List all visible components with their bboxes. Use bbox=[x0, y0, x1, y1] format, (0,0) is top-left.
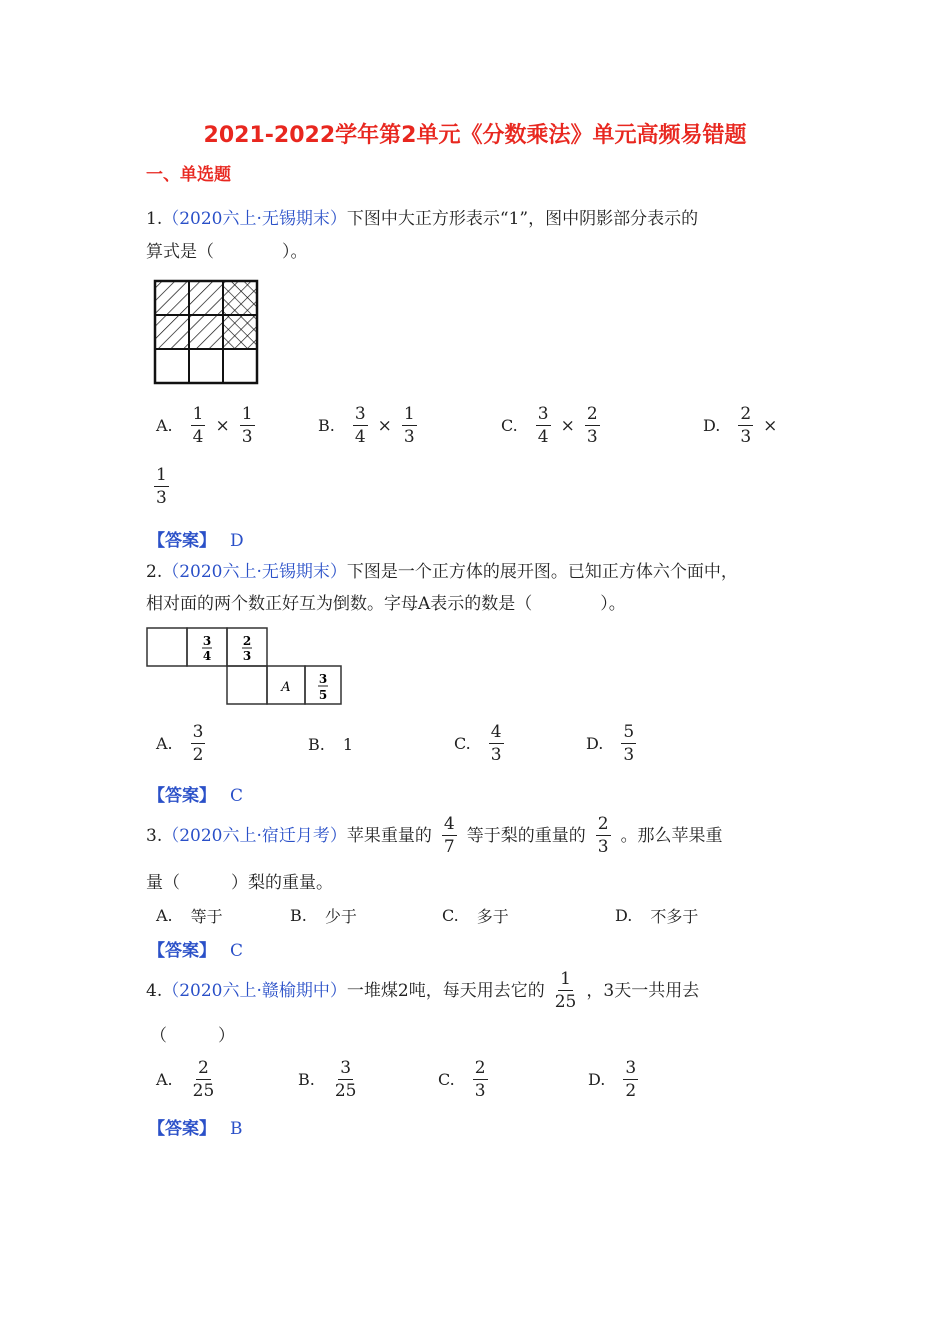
q2-number: 2. bbox=[146, 562, 163, 582]
q4-option-b[interactable]: B. $\frac{3}{25}$ bbox=[298, 1058, 357, 1101]
q3-option-d[interactable]: D. 不多于 bbox=[615, 906, 699, 926]
q2-text2: 相对面的两个数正好互为倒数。字母A表示的数是（ ）。 bbox=[146, 594, 626, 614]
q1-option-c[interactable]: C. $\frac{3}{4}$ × $\frac{2}{3}$ bbox=[501, 404, 598, 447]
q2-option-c[interactable]: C. $\frac{4}{3}$ bbox=[454, 722, 502, 765]
q1-option-d[interactable]: D. $\frac{2}{3}$ × bbox=[703, 404, 778, 447]
net-face1-numerator: 3 bbox=[202, 634, 212, 648]
q4-line1: 4. （2020六上·赣榆期中） 一堆煤2吨，每天用去它的 $\frac{1}{25}$ ，3天一共用去 bbox=[146, 969, 700, 1012]
q4-option-c[interactable]: C. $\frac{2}{3}$ bbox=[438, 1058, 486, 1101]
q1-text2: 算式是（ ）。 bbox=[146, 242, 308, 262]
net-face3-numerator: 3 bbox=[318, 672, 328, 686]
q1-option-a[interactable]: A. $\frac{1}{4}$ × $\frac{1}{3}$ bbox=[156, 404, 253, 447]
q4-option-a[interactable]: A. $\frac{2}{25}$ bbox=[156, 1058, 215, 1101]
q4-text3: （ ） bbox=[150, 1026, 235, 1046]
q3-number: 3. bbox=[146, 825, 163, 846]
q1-option-d-cont: $\frac{1}{3}$ bbox=[156, 465, 167, 508]
q1-line1 bbox=[146, 203, 698, 235]
q4-source: （2020六上·赣榆期中） bbox=[162, 980, 347, 1001]
cube-net-figure bbox=[144, 625, 344, 709]
q2-option-d[interactable]: D. $\frac{5}{3}$ bbox=[586, 722, 635, 765]
q2-answer: 【答案】 C bbox=[148, 786, 244, 806]
net-face2-denominator: 3 bbox=[242, 649, 252, 663]
q3-option-c[interactable]: C. 多于 bbox=[442, 906, 509, 926]
net-letter-a: A bbox=[281, 680, 291, 695]
q2-option-b[interactable]: B. 1 bbox=[308, 735, 354, 754]
q1-square-figure bbox=[152, 278, 262, 386]
q2-line1 bbox=[146, 556, 738, 588]
net-face2-numerator: 2 bbox=[242, 634, 252, 648]
q3-line1: 3. （2020六上·宿迁月考） 苹果重量的 $\frac{4}{7}$ 等于梨的重量的 $\frac{2}{3}$ 。那么苹果重 bbox=[146, 814, 723, 857]
q3-text4: 量（ ）梨的重量。 bbox=[146, 873, 333, 893]
q2-source: （2020六上·无锡期末） bbox=[162, 562, 347, 582]
section-heading: 一、单选题 bbox=[146, 165, 231, 185]
q2-text1: 下图是一个正方体的展开图。已知正方体六个面中， bbox=[346, 562, 738, 582]
q3-answer: 【答案】 C bbox=[148, 941, 244, 961]
q1-answer: 【答案】 D bbox=[148, 531, 244, 551]
q4-option-d[interactable]: D. $\frac{3}{2}$ bbox=[588, 1058, 637, 1101]
q1-number: 1. bbox=[146, 209, 163, 229]
q4-number: 4. bbox=[146, 980, 163, 1001]
q1-text1: 下图中大正方形表示“1”，图中阴影部分表示的 bbox=[346, 209, 699, 229]
q3-option-b[interactable]: B. 少于 bbox=[290, 906, 357, 926]
net-face3-denominator: 5 bbox=[318, 688, 328, 702]
q4-answer: 【答案】 B bbox=[148, 1119, 243, 1139]
q3-option-a[interactable]: A. 等于 bbox=[156, 906, 223, 926]
net-face1-denominator: 4 bbox=[202, 649, 212, 663]
q1-option-b[interactable]: B. $\frac{3}{4}$ × $\frac{1}{3}$ bbox=[318, 404, 415, 447]
page-title: 2021-2022学年第2单元《分数乘法》单元高频易错题 bbox=[203, 123, 747, 148]
q1-source: （2020六上·无锡期末） bbox=[162, 209, 347, 229]
q2-option-a[interactable]: A. $\frac{3}{2}$ bbox=[156, 722, 204, 765]
q3-source: （2020六上·宿迁月考） bbox=[162, 825, 347, 846]
